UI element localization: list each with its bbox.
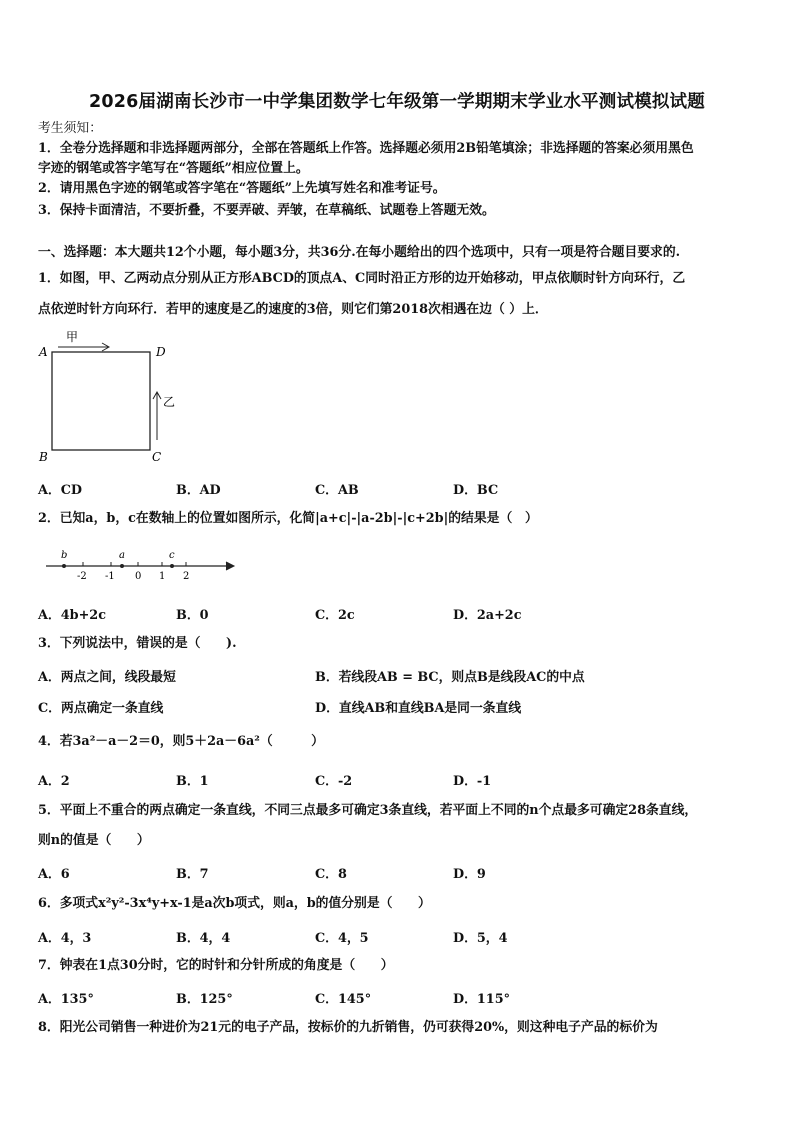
q5-option-c: C．8	[315, 867, 347, 882]
point-a-label: a	[119, 550, 125, 561]
q1-option-d: D．BC	[453, 483, 499, 498]
jia-label: 甲	[66, 330, 79, 344]
section-heading: 一、选择题：本大题共12个小题，每小题3分，共36分.在每小题给出的四个选项中，只有一项是符合题目要求的.	[38, 245, 681, 260]
notice-item: 1．全卷分选择题和非选择题两部分，全部在答题纸上作答。选择题必须用2B铅笔填涂；非选择题的答案必须用黑色	[38, 141, 694, 156]
number-line-figure	[42, 546, 242, 584]
q3-option-b: B．若线段AB = BC，则点B是线段AC的中点	[315, 670, 585, 685]
square-figure	[34, 328, 184, 468]
q6-option-a: A．4，3	[38, 931, 92, 946]
q7-option-a: A．135°	[38, 992, 94, 1007]
q4-option-d: D．-1	[453, 774, 492, 789]
point-c-label: c	[169, 550, 175, 561]
point-b-label: b	[61, 550, 68, 561]
question-2-text: 2．已知a，b，c在数轴上的位置如图所示，化简|a+c|-|a-2b|-|c+2b|的结果是（ ）	[38, 511, 538, 526]
question-5-text: 5．平面上不重合的两点确定一条直线，不同三点最多可确定3条直线，若平面上不同的n个点最多可确定28条直线，	[38, 803, 698, 818]
notice-item: 字迹的钢笔或答字笔写在“答题纸”相应位置上。	[38, 161, 309, 176]
q7-option-c: C．145°	[315, 992, 372, 1007]
question-1-text: 1．如图，甲、乙两动点分别从正方形ABCD的顶点A、C同时沿正方形的边开始移动，甲点依顺时针方向环行，乙	[38, 271, 686, 286]
q1-option-b: B．AD	[176, 483, 221, 498]
q5-option-d: D．9	[453, 867, 486, 882]
q7-option-b: B．125°	[176, 992, 233, 1007]
tick-label: 1	[159, 571, 166, 582]
yi-label: 乙	[163, 395, 176, 409]
q1-option-a: A．CD	[38, 483, 83, 498]
q6-option-c: C．4，5	[315, 931, 369, 946]
q4-option-b: B．1	[176, 774, 209, 789]
page-title: 2026届湖南长沙市一中学集团数学七年级第一学期期末学业水平测试模拟试题	[89, 92, 705, 112]
q2-option-d: D．2a+2c	[453, 608, 522, 623]
question-4-text: 4．若3a²－a－2＝0，则5＋2a－6a²（ ）	[38, 734, 324, 749]
q7-option-d: D．115°	[453, 992, 511, 1007]
tick-label: -2	[77, 571, 87, 582]
question-1-text-cont: 点依逆时针方向环行．若甲的速度是乙的速度的3倍，则它们第2018次相遇在边（ ）上．	[38, 302, 548, 317]
question-7-text: 7．钟表在1点30分时，它的时针和分针所成的角度是（ ）	[38, 958, 394, 973]
q2-option-b: B．0	[176, 608, 209, 623]
vertex-c-label: C	[152, 450, 162, 464]
vertex-b-label: B	[39, 450, 48, 464]
question-6-text: 6．多项式x²y²-3x⁴y+x-1是a次b项式，则a，b的值分别是（ ）	[38, 896, 431, 911]
q3-option-d: D．直线AB和直线BA是同一条直线	[315, 701, 522, 716]
q1-option-c: C．AB	[315, 483, 359, 498]
tick-label: 2	[183, 571, 190, 582]
question-8-text: 8．阳光公司销售一种进价为21元的电子产品，按标价的九折销售，仍可获得20%，则这种电子产品的标价为	[38, 1020, 658, 1035]
point-a	[120, 564, 124, 568]
q5-option-a: A．6	[38, 867, 70, 882]
q6-option-d: D．5，4	[453, 931, 508, 946]
q3-option-a: A．两点之间，线段最短	[38, 670, 176, 685]
q6-option-b: B．4，4	[176, 931, 231, 946]
point-c	[170, 564, 174, 568]
vertex-d-label: D	[156, 345, 166, 359]
q3-option-c: C．两点确定一条直线	[38, 701, 164, 716]
q5-option-b: B．7	[176, 867, 209, 882]
tick-label: 0	[135, 571, 142, 582]
q2-option-a: A．4b+2c	[38, 608, 106, 623]
question-5-text-cont: 则n的值是（ ）	[38, 833, 150, 848]
tick-label: -1	[105, 571, 115, 582]
notice-heading: 考生须知：	[38, 121, 102, 136]
question-3-text: 3．下列说法中，错误的是（ ).	[38, 636, 237, 651]
q2-option-c: C．2c	[315, 608, 355, 623]
notice-item: 3．保持卡面清洁，不要折叠，不要弄破、弄皱，在草稿纸、试题卷上答题无效。	[38, 203, 495, 218]
point-b	[62, 564, 66, 568]
q4-option-c: C．-2	[315, 774, 353, 789]
q4-option-a: A．2	[38, 774, 70, 789]
notice-item: 2．请用黑色字迹的钢笔或答字笔在“答题纸”上先填写姓名和准考证号。	[38, 181, 446, 196]
vertex-a-label: A	[39, 345, 48, 359]
